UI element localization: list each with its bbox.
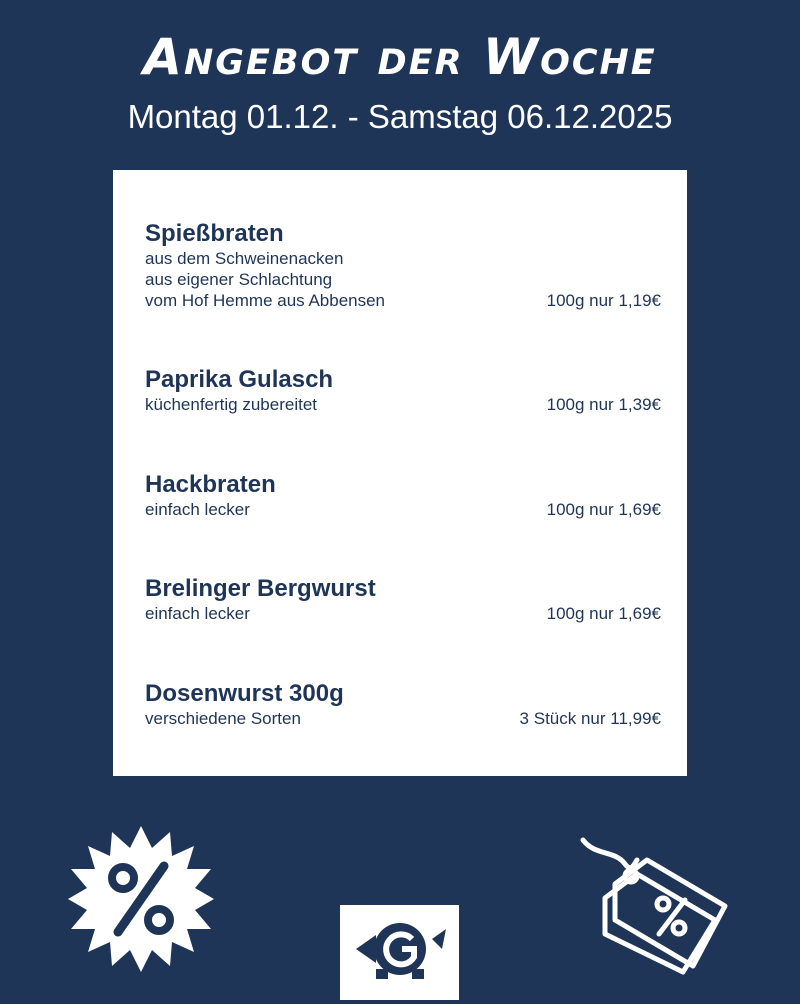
offer-item xyxy=(145,220,661,311)
offer-name: Paprika Gulasch xyxy=(145,366,334,393)
offer-card xyxy=(113,170,687,776)
offer-price: 100g nur 1,39€ xyxy=(546,395,661,414)
offer-description: einfach lecker xyxy=(145,604,250,623)
offer-description: aus eigener Schlachtung xyxy=(145,270,333,289)
offer-description: küchenfertig zubereitet xyxy=(145,395,317,414)
butcher-logo xyxy=(340,905,459,1000)
offer-price: 100g nur 1,69€ xyxy=(546,500,661,519)
offer-name: Hackbraten xyxy=(145,471,276,498)
price-tag-icon xyxy=(575,836,735,976)
date-range: Montag 01.12. - Samstag 06.12.2025 xyxy=(127,98,673,135)
offer-item xyxy=(145,366,661,415)
offer-description: vom Hof Hemme aus Abbensen xyxy=(145,291,386,310)
butcher-logo-icon xyxy=(340,905,459,1000)
offer-price: 100g nur 1,19€ xyxy=(546,291,661,310)
percent-badge-icon xyxy=(68,826,214,972)
offer-item xyxy=(145,575,661,624)
offer-name: Brelinger Bergwurst xyxy=(145,575,376,602)
offer-name: Dosenwurst 300g xyxy=(145,680,344,707)
offer-price: 3 Stück nur 11,99€ xyxy=(519,709,661,728)
offer-price: 100g nur 1,69€ xyxy=(546,604,661,623)
offer-description: einfach lecker xyxy=(145,500,250,519)
offer-description: aus dem Schweinenacken xyxy=(145,249,344,268)
page-title: Angebot der Woche xyxy=(143,28,657,86)
offer-description: verschiedene Sorten xyxy=(145,709,301,728)
offer-item xyxy=(145,680,661,729)
offer-name: Spießbraten xyxy=(145,220,284,247)
offer-item xyxy=(145,471,661,520)
